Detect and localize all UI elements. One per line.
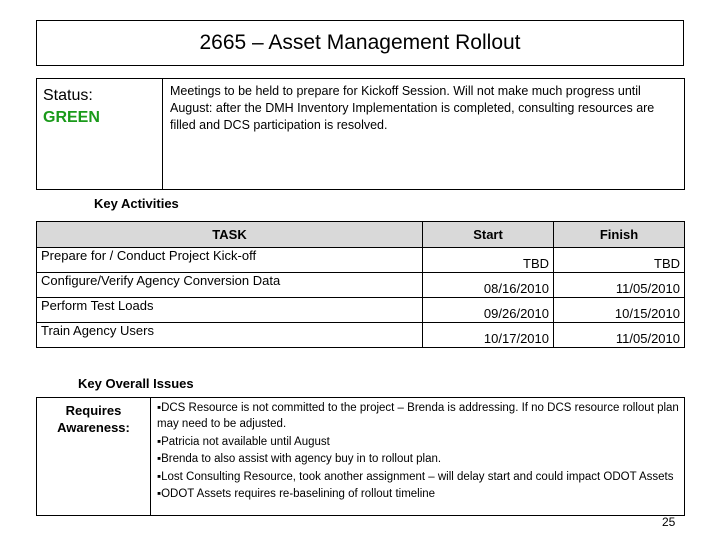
issues-list	[157, 400, 680, 504]
key-activities-label: Key Activities	[94, 196, 179, 211]
issues-label: Key Overall Issues	[78, 376, 194, 391]
start-cell: TBD	[423, 248, 554, 273]
header-finish: Finish	[554, 222, 685, 248]
table-row	[37, 298, 685, 323]
header-start: Start	[423, 222, 554, 248]
start-cell: 08/16/2010	[423, 273, 554, 298]
table-row	[37, 323, 685, 348]
start-cell: 09/26/2010	[423, 298, 554, 323]
table-row	[37, 248, 685, 273]
issue-item: ▪Lost Consulting Resource, took another assignment – will delay start and could impact ODOT Assets	[157, 470, 674, 483]
issue-item: ▪Patricia not available until August	[157, 435, 330, 448]
issues-panel	[36, 397, 685, 516]
slide-title: 2665 – Asset Management Rollout	[36, 20, 684, 66]
start-cell: 10/17/2010	[423, 323, 554, 348]
finish-cell: TBD	[554, 248, 685, 273]
task-cell: Train Agency Users	[37, 323, 423, 348]
task-cell: Configure/Verify Agency Conversion Data	[37, 273, 423, 298]
status-value: GREEN	[43, 109, 100, 126]
page-number: 25	[662, 515, 676, 529]
status-indicator	[37, 79, 163, 189]
finish-cell: 10/15/2010	[554, 298, 685, 323]
issues-category	[37, 398, 151, 515]
status-label: Status:	[43, 87, 93, 104]
issues-category-text: Requires Awareness:	[57, 403, 130, 435]
issue-item: ▪DCS Resource is not committed to the project – Brenda is addressing. If no DCS resource rollout plan may need to be adjusted.	[157, 402, 679, 430]
table-row	[37, 273, 685, 298]
finish-cell: 11/05/2010	[554, 323, 685, 348]
activities-table	[36, 221, 685, 348]
finish-cell: 11/05/2010	[554, 273, 685, 298]
issue-item: ▪Brenda to also assist with agency buy in to rollout plan.	[157, 453, 442, 465]
task-cell: Perform Test Loads	[37, 298, 423, 323]
header-task: TASK	[37, 222, 423, 248]
task-cell: Prepare for / Conduct Project Kick-off	[37, 248, 423, 273]
status-description: Meetings to be held to prepare for Kickoff Session. Will not make much progress until August: after the DMH Inventory Implementation is completed, consulting resources are filled and DCS participation is resolved.	[170, 84, 655, 132]
issue-item: ▪ODOT Assets requires re-baselining of rollout timeline	[157, 488, 436, 500]
status-panel	[36, 78, 685, 190]
